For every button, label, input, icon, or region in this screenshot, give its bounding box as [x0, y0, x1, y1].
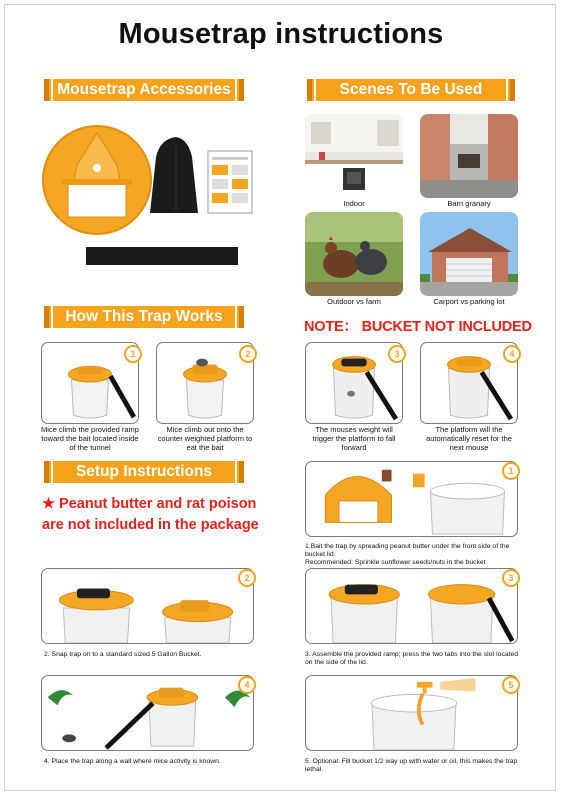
scene-barn-caption: Barn granary — [447, 199, 491, 208]
trap-lid-icon — [43, 126, 151, 234]
setup-step-3-panel — [305, 568, 518, 644]
how-step-3-text: The mouses weight will trigger the platform to fall forward — [312, 425, 396, 452]
setup-step-4-panel — [41, 675, 254, 751]
bucket-note: NOTE： BUCKET NOT INCLUDED — [304, 319, 532, 335]
scene-indoor-caption: Indoor — [343, 199, 365, 208]
how-step-4-number: 4 — [503, 345, 521, 363]
ramp-cover-icon — [150, 137, 198, 213]
setup-step-5-text: 5. Optional: Fill bucket 1/2 way up with water or oil, this makes the trap lethal. — [305, 758, 518, 773]
setup-step-3-text: 3. Assemble the provided ramp; press the two tabs into the slot located on the side of the lid. — [305, 651, 519, 666]
warning-text-1: Peanut butter and rat poison — [59, 496, 257, 512]
how-banner: How This Trap Works — [44, 306, 244, 328]
scene-farm-caption: Outdoor vs farm — [327, 297, 381, 306]
scenes-banner: Scenes To Be Used — [307, 79, 515, 101]
setup-step-2-text: 2. Snap trap on to a standard sized 5 Gallon Bucket. — [44, 651, 202, 658]
scene-barn-photo — [420, 114, 518, 198]
how-step-2-text: Mice climb out onto the counter weighted platform to eat the bait — [157, 425, 253, 452]
how-step-3-number: 3 — [388, 345, 406, 363]
setup-step-3-number: 3 — [502, 569, 520, 587]
setup-step-2-number: 2 — [238, 569, 256, 587]
warning-line-2: are not included in the package — [42, 517, 259, 533]
setup-step-1-number: 1 — [502, 462, 520, 480]
star-icon: ★ — [42, 496, 55, 512]
accessories-banner: Mousetrap Accessories — [44, 79, 244, 101]
scene-carport-photo — [420, 212, 518, 296]
setup-step-1-panel — [305, 461, 518, 537]
setup-banner: Setup Instructions — [44, 461, 244, 483]
how-step-1-text: Mice climb the provided ramp toward the bait located inside of the tunnel — [41, 425, 139, 452]
setup-step-1-text — [305, 543, 525, 567]
setup-step-5-number: 5 — [502, 676, 520, 694]
setup-step-1-line2: Recommended: Sprinkle sunflower seeds/nuts in the bucket — [305, 559, 486, 566]
page-title: Mousetrap instructions — [118, 18, 444, 50]
setup-step-4-number: 4 — [238, 676, 256, 694]
setup-step-4-text: 4. Place the trap along a wall where mice activity is known. — [44, 758, 221, 765]
setup-step-2-panel — [41, 568, 254, 644]
ramp-plank-icon — [86, 247, 238, 265]
scene-indoor-photo — [305, 114, 403, 198]
scene-farm-photo — [305, 212, 403, 296]
how-step-2-number: 2 — [239, 345, 257, 363]
setup-step-1-line1: 1.Bait the trap by spreading peanut butter under the front side of the bucket lid. — [305, 543, 510, 558]
manual-icon — [208, 151, 252, 213]
how-step-4-text: The platform will the automatically reset for the next mouse — [426, 425, 512, 452]
warning-line-1 — [42, 496, 256, 512]
accessories-illustration — [40, 125, 280, 280]
how-step-1-number: 1 — [124, 345, 142, 363]
setup-step-5-panel — [305, 675, 518, 751]
scene-carport-caption: Carport vs parking lot — [433, 297, 505, 306]
